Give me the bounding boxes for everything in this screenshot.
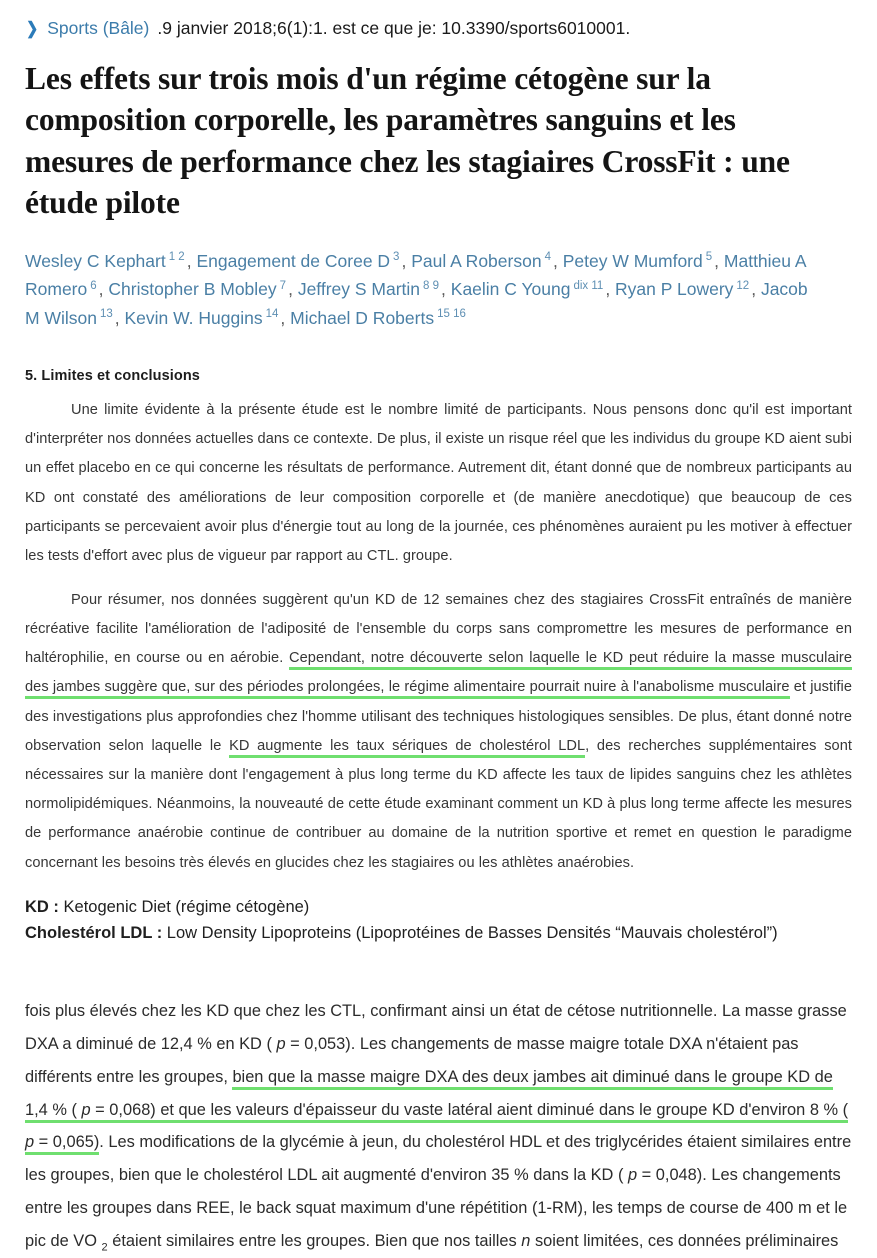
author-name[interactable]: Jeffrey S Martin (297, 279, 421, 300)
author-affiliation[interactable]: 1 2 (168, 251, 185, 264)
glossary-definition: Low Density Lipoproteins (Lipoprotéines de Basses Densités “Mauvais cholestérol”) (162, 924, 778, 943)
glossary (25, 894, 852, 947)
p-value-symbol: p (276, 1034, 286, 1053)
highlighted-text-vastus: = 0,068) et que les valeurs d'épaisseur du vaste latéral aient diminué dans le groupe KD d'environ 8 % ( (91, 1101, 849, 1123)
glossary-entry (25, 920, 852, 947)
paragraph-text-segment: Pour résumer, nos données suggèrent qu'un KD de 12 semaines chez des stagiaires CrossFit entraînés de manière récréative facilite l'amélioration de l'adiposité de l'ensemble du corps sans compromettre les mesures de performance en haltérophilie, en course ou en aérobie. (25, 591, 852, 667)
paragraph-limitations: Une limite évidente à la présente étude est le nombre limité de participants. Nous pensons donc qu'il est important d'interpréter nos données actuelles dans ce contexte. De plus, il existe un risque réel que les individus du groupe KD aient subi un effet placebo en ce qui concerne les résultats de performance. Autrement dit, étant donné que de nombreux participants au KD ont constaté des améliorations de leur composition corporelle et (de manière anecdotique) que beaucoup de ces participants se percevaient avoir plus d'énergie tout au long de la journée, ces phénomènes auraient pu les motiver à effectuer les tests d'effort avec plus de vigueur par rapport au CTL. groupe. (25, 402, 852, 565)
highlighted-text-pvalue: = 0,065) (34, 1133, 99, 1155)
journal-link[interactable]: Sports (Bâle) (47, 18, 150, 38)
citation-details: .9 janvier 2018;6(1):1. est ce que je: 10.3390/sports6010001. (157, 18, 631, 38)
section-heading: 5. Limites et conclusions (25, 368, 200, 385)
author-name[interactable]: Christopher B Mobley (108, 279, 277, 300)
author-name[interactable]: Wesley C Kephart (25, 251, 166, 272)
paragraph-summary (25, 586, 852, 878)
abstract-excerpt (25, 995, 852, 1258)
author-name[interactable]: Michael D Roberts (290, 307, 435, 328)
glossary-definition: Ketogenic Diet (régime cétogène) (58, 897, 310, 916)
article-title: Les effets sur trois mois d'un régime cétogène sur la composition corporelle, les paramètres sanguins et les mesures de performance chez les stagiaires CrossFit : une étude pilote (25, 60, 790, 221)
abstract-segment: = 0,053). Les changements de masse maigre totale DXA n'étaient pas différents entre les groupes, (25, 1034, 799, 1086)
abstract-segment: = 0,048). Les changements entre les groupes dans REE, le back squat maximum d'une répétition (1-RM), les temps de course de 400 m et le pic de VO (25, 1166, 848, 1250)
author-name[interactable]: Ryan P Lowery (615, 279, 734, 300)
vo2-subscript: 2 (101, 1241, 108, 1254)
abstract-segment: soient limitées, ces données préliminaires (530, 1231, 839, 1250)
chevron-right-icon[interactable]: ❯ (26, 19, 39, 38)
author-affiliation[interactable]: 8 9 (423, 279, 440, 292)
paragraph-text-segment: et justifie des investigations plus approfondies chez l'homme utilisant des techniques histologiques sensibles. De plus, étant donné notre observation selon laquelle le (25, 679, 852, 754)
author-affiliation[interactable]: 12 (736, 279, 750, 292)
glossary-term: Cholestérol LDL : (25, 924, 163, 943)
sample-size-symbol: n (521, 1231, 531, 1250)
abstract-segment: . Les modifications de la glycémie à jeun, du cholestérol HDL et des triglycérides étaient similaires entre les groupes, bien que le cholestérol LDL ait augmenté d'environ 35 % dans la KD ( (25, 1133, 852, 1185)
author-affiliation[interactable]: 7 (279, 279, 287, 292)
author-affiliation[interactable]: 13 (99, 307, 113, 320)
author-affiliation[interactable]: 6 (90, 279, 97, 292)
author-name[interactable]: Engagement de Coree D (196, 251, 391, 272)
highlighted-text-anabolism: Cependant, notre découverte selon laquelle le KD peut réduire la masse musculaire des jambes suggère que, sur des périodes prolongées, le régime alimentaire pourrait nuire à l'anabolisme musculaire (25, 650, 852, 699)
author-affiliation[interactable]: dix 11 (573, 279, 604, 292)
highlighted-text-lean-mass: bien que la masse maigre DXA des deux jambes ait diminué dans le groupe KD de 1,4 % ( (25, 1068, 833, 1123)
highlighted-text-ldl: KD augmente les taux sériques de cholestérol LDL (229, 738, 585, 758)
author-name[interactable]: Jacob M Wilson (25, 279, 808, 328)
author-affiliation[interactable]: 5 (705, 251, 713, 264)
author-list: Wesley C Kephart $^{1 2}$ , Engagement de Coree D $^3$ , Paul A Roberson $^4$ , Petey W Mumford $^5$ , Matthieu A Romero $^6$ , Christopher B Mobley $^7$ , Jeffrey S Martin $^{8 9}$ , Kaelin C Young $^{dix 11}$ , Ryan P Lowery $^{12}$ , Jacob M Wilson $^{13}$ , Kevin W. Huggins $^{14}$ , Michael D Roberts $^{15 16}$ (25, 251, 808, 328)
paragraph-text-segment: , des recherches supplémentaires sont nécessaires sur la manière dont l'engagement à plus long terme du KD affecte les taux de lipides sanguins chez les athlètes normolipidémiques. Néanmoins, la nouveauté de cette étude examinant comment un KD à plus long terme affecte les mesures de performance anaérobie continue de contribuer au domaine de la nutrition sportive et remet en question le paradigme concernant les besoins très élevés en glucides chez les stagiaires ou les athlètes anaérobies. (25, 737, 852, 871)
p-value-symbol: p (81, 1101, 90, 1123)
author-affiliation[interactable]: 3 (393, 251, 400, 264)
author-name[interactable]: Matthieu A Romero (25, 251, 806, 300)
author-name[interactable]: Paul A Roberson (411, 251, 542, 272)
author-affiliation[interactable]: 4 (544, 251, 551, 264)
glossary-entry (25, 894, 852, 921)
p-value-symbol: p (627, 1166, 638, 1185)
author-affiliation[interactable]: 15 16 (437, 307, 466, 320)
abstract-segment: étaient similaires entre les groupes. Bien que nos tailles (107, 1231, 522, 1250)
author-name[interactable]: Kevin W. Huggins (124, 307, 263, 328)
abstract-segment: fois plus élevés chez les KD que chez les CTL, confirmant ainsi un état de cétose nutritionnelle. La masse grasse DXA a diminué de 12,4 % en KD ( (25, 1002, 847, 1053)
author-affiliation[interactable]: 14 (265, 307, 279, 320)
author-name[interactable]: Kaelin C Young (450, 279, 571, 300)
p-value-symbol: p (25, 1133, 34, 1155)
author-name[interactable]: Petey W Mumford (562, 251, 703, 272)
glossary-term: KD : (25, 897, 59, 916)
citation-line (25, 0, 852, 40)
